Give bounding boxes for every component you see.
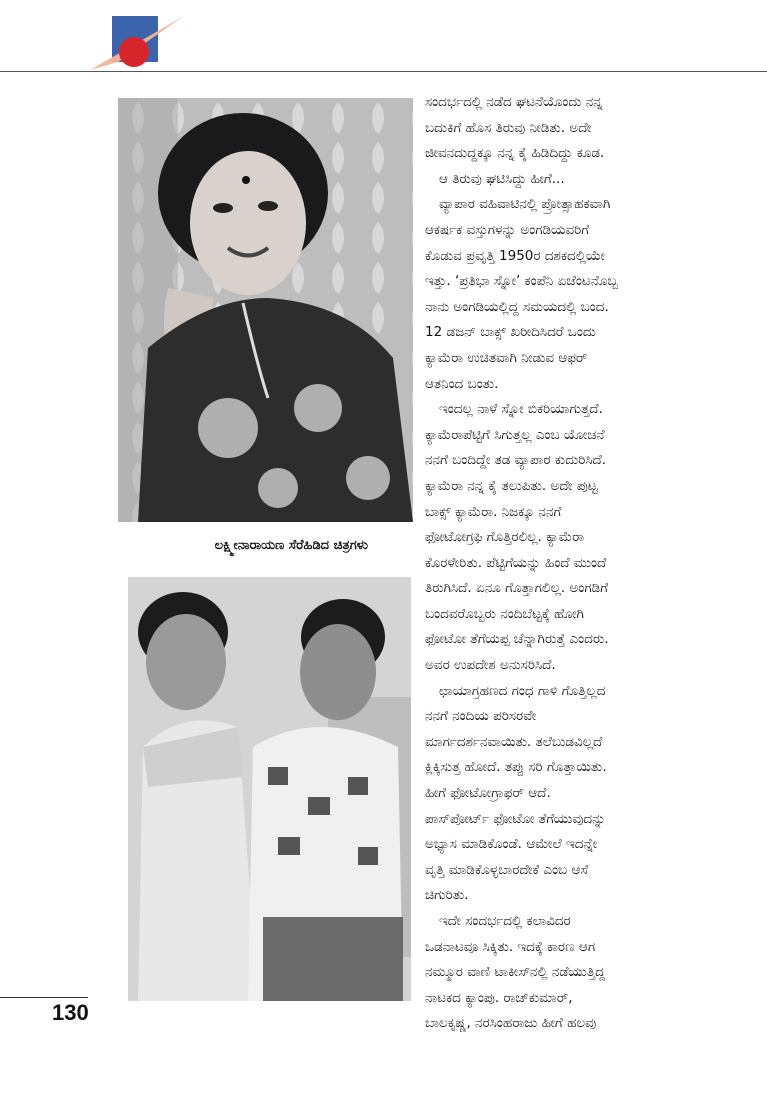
header-rule <box>0 71 767 72</box>
article-body <box>425 90 715 1037</box>
article-line: ಸಂದರ್ಭದಲ್ಲಿ ನಡೆದ ಘಟನೆಯೊಂದು ನನ್ನ <box>425 94 603 110</box>
article-line: ಕೊರಳೇರಿತು. ಪೆಟ್ಟಿಗೆಯನ್ನು ಹಿಂದೆ ಮುಂದೆ <box>425 554 607 571</box>
article-line: 12 ಡಜನ್ ಬಾಕ್ಸ್ ಖರೀದಿಸಿದರೆ ಒಂದು <box>425 324 596 341</box>
logo-red-circle <box>119 37 149 67</box>
article-line: ಫೋಟೋ ತೆಗೆಯಪ್ಪ ಚೆನ್ನಾಗಿರುತ್ತೆ ಎಂದರು. <box>425 631 609 648</box>
article-line: ಬಾಲಕೃಷ್ಣ, ನರಸಿಂಹರಾಜು ಹೀಗೆ ಹಲವು <box>425 1015 597 1032</box>
article-line: ತಿರುಗಿಸಿದೆ. ಏನೂ ಗೊತ್ತಾಗಲಿಲ್ಲ. ಅಂಗಡಿಗೆ <box>425 580 608 597</box>
portrait-photo-actress <box>118 98 413 522</box>
article-line: ಇದೇ ಸಂದರ್ಭದಲ್ಲಿ ಕಲಾವಿದರ <box>439 913 571 929</box>
article-line: ನಮ್ಮೂರ ವಾಣಿ ಟಾಕೀಸ್‌ನಲ್ಲಿ ನಡೆಯುತ್ತಿದ್ದ <box>425 964 606 981</box>
article-line: ಇತ್ತು. ‘ಪ್ರತಿಭಾ ಸ್ನೋ’ ಕಂಪೆನಿ ಏಜೆಂಟನೊಬ್ಬ <box>425 273 619 290</box>
article-line: ನನಗೆ ಬಂದಿದ್ದೇ ತಡ ವ್ಯಾಪಾರ ಕುದುರಿಸಿದೆ. <box>425 452 607 469</box>
article-line: ಆಕರ್ಷಕ ವಸ್ತುಗಳನ್ನು ಅಂಗಡಿಯವರಿಗೆ <box>425 221 590 238</box>
article-line: ಹೀಗೆ ಫೋಟೋಗ್ರಾಫರ್ ಆದೆ. <box>425 785 551 802</box>
magazine-logo <box>88 14 188 74</box>
article-line: ಪಾಸ್‌ಪೋರ್ಟ್ ಫೋಟೋ ತೆಗೆಯುವುದನ್ನು <box>425 810 606 827</box>
article-line: ಕ್ಯಾಮೆರಾ ಉಚಿತವಾಗಿ ನೀಡುವ ಆಫರ್ <box>425 349 588 366</box>
article-line: ವ್ಯಾಪಾರ ವಹಿವಾಟಿನಲ್ಲಿ ಪ್ರೋತ್ಸಾಹಕವಾಗಿ <box>439 196 611 213</box>
portrait-photo-two-men <box>128 577 411 1001</box>
article-line: ಬಾಕ್ಸ್ ಕ್ಯಾಮೆರಾ. ನಿಜಕ್ಕೂ ನನಗೆ <box>425 503 562 520</box>
footer-rule <box>0 997 88 998</box>
article-line: ಫೋಟೋಗ್ರಫಿ ಗೊತ್ತಿರಲಿಲ್ಲ. ಕ್ಯಾಮೆರಾ <box>425 529 585 546</box>
photo-caption: ಲಕ್ಷ್ಮೀನಾರಾಯಣ ಸೆರೆಹಿಡಿದ ಚಿತ್ರಗಳು <box>214 538 368 553</box>
article-line: ನಾಟಕದ ಕ್ಯಾಂಪು. ರಾಜ್‌ಕುಮಾರ್, <box>425 989 573 1006</box>
article-line: ನಾನು ಅಂಗಡಿಯಲ್ಲಿದ್ದ ಸಮಯದಲ್ಲಿ ಬಂದ. <box>425 298 609 315</box>
article-line: ಇಂದಲ್ಲ ನಾಳೆ ಸ್ನೋ ಬಿಕರಿಯಾಗುತ್ತದೆ. <box>439 401 603 418</box>
article-line: ಒಡನಾಟವೂ ಸಿಕ್ಕಿತು. ಇದಕ್ಕೆ ಕಾರಣ ಆಗ <box>425 938 596 955</box>
article-line: ಆ ತಿರುವು ಘಟಿಸಿದ್ದು ಹೀಗೆ... <box>439 170 565 187</box>
article-line: ಕ್ಯಾಮೆರಾ ನನ್ನ ಕೈ ತಲುಪಿತು. ಅದೇ ಪುಟ್ಟ <box>425 477 598 494</box>
article-line: ಕ್ಲಿಕ್ಕಿಸುತ್ತ ಹೋದೆ. ತಪ್ಪು ಸರಿ ಗೊತ್ತಾಯಿತು. <box>425 759 607 776</box>
article-line: ಆತನಿಂದ ಬಂತು. <box>425 375 499 392</box>
page-number: 130 <box>52 1000 89 1025</box>
article-line: ಬಂದವರೊಬ್ಬರು ನಂದಿಬೆಟ್ಟಕ್ಕೆ ಹೋಗಿ <box>425 605 584 622</box>
article-line: ಕೊಡುವ ಪ್ರವೃತ್ತಿ 1950ರ ದಶಕದಲ್ಲಿಯೇ <box>425 247 605 264</box>
article-line: ಅಭ್ಯಾಸ ಮಾಡಿಕೊಂಡೆ. ಆಮೇಲೆ ಇದನ್ನೇ <box>425 836 598 853</box>
article-line: ಚಿಗುರಿತು. <box>425 887 469 904</box>
article-line: ಛಾಯಾಗ್ರಹಣದ ಗಂಧ ಗಾಳಿ ಗೊತ್ತಿಲ್ಲದ <box>439 682 606 699</box>
article-line: ಅವರ ಉಪದೇಶ ಅನುಸರಿಸಿದೆ. <box>425 657 556 674</box>
article-line: ಮಾರ್ಗದರ್ಶನವಾಯಿತು. ತಲೆಬುಡವಿಲ್ಲದೆ <box>425 733 603 750</box>
article-line: ಕ್ಯಾಮೆರಾಪೆಟ್ಟಿಗೆ ಸಿಗುತ್ತಲ್ಲ ಎಂಬ ಯೋಚನೆ <box>425 426 605 443</box>
article-line: ನನಗೆ ನಂದಿಯ ಪರಿಸರವೇ <box>425 708 537 725</box>
article-line: ವೃತ್ತಿ ಮಾಡಿಕೊಳ್ಳಬಾರದೇಕೆ ಎಂಬ ಆಸೆ <box>425 861 589 878</box>
article-line: ಬದುಕಿಗೆ ಹೊಸ ತಿರುವು ನೀಡಿತು. ಅದೇ <box>425 119 592 136</box>
article-line: ಜೀವನದುದ್ದಕ್ಕೂ ನನ್ನ ಕೈ ಹಿಡಿದಿದ್ದು ಕೂಡ. <box>425 145 605 162</box>
